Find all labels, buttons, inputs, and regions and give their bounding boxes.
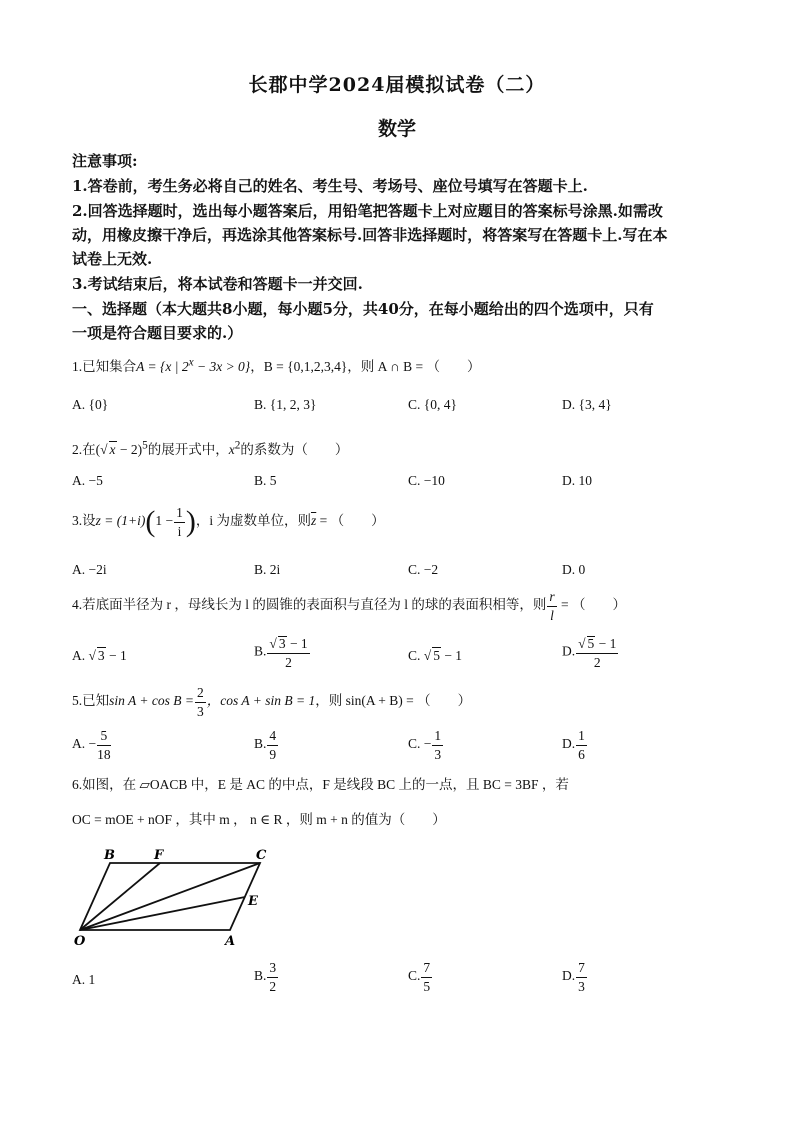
q1-option-b: B. {1, 2, 3} xyxy=(254,397,317,412)
section1-heading-line-2: 一项是符合题目要求的.） xyxy=(72,324,243,342)
q6-option-d-fraction xyxy=(576,961,587,993)
question-6-line-1: 6.如图，在 ▱OACB 中，E 是 AC 的中点，F 是线段 BC 上的一点，且 BC = 3BF ，若 xyxy=(72,777,569,792)
q5-option-b-label: B. xyxy=(254,736,267,752)
q2-term-exponent: 2 xyxy=(234,439,241,452)
q5-eq1-den: 3 xyxy=(196,703,204,719)
q5-tail: ，则 sin(A + B) = （ ） xyxy=(315,693,472,709)
q2-option-c: C. −10 xyxy=(408,473,445,488)
q1-option-c: C. {0, 4} xyxy=(408,397,457,412)
q1-tail: ，则 A ∩ B = （ ） xyxy=(347,359,481,374)
q6-option-c-fraction xyxy=(421,961,432,993)
q4-option-d-fraction: $\frac{√ 5 - 1}{2}$ xyxy=(578,636,617,670)
q6-option-c xyxy=(408,961,433,993)
q6-option-c-num: 7 xyxy=(421,961,432,978)
q5-eq1-num: 2 xyxy=(195,686,206,703)
q1-set-b: ，B = {0,1,2,3,4} xyxy=(250,359,348,374)
q5-option-c-label: C. − xyxy=(408,736,432,752)
q1-prefix: 1.已知集合 xyxy=(72,359,137,374)
q4-option-c-label: C. xyxy=(408,648,421,663)
question-1 xyxy=(72,355,481,375)
q1-option-d: D. {3, 4} xyxy=(562,397,612,412)
q5-eq1-fraction xyxy=(195,686,206,718)
q5-eq1-left: sin A + cos B = xyxy=(109,693,194,709)
q1-set-a-rest: − 3x > 0} xyxy=(193,359,251,374)
q6-option-c-label: C. xyxy=(408,968,421,984)
q4-option-b-fraction: $\frac{√ 3 - 1}{2}$ xyxy=(269,636,308,670)
parallelogram-figure xyxy=(70,845,280,950)
q4-frac-num: r xyxy=(549,589,555,604)
q4-option-c: C. √ 5 − 1 xyxy=(408,648,463,663)
q3-tail: ，i 为虚数单位，则 xyxy=(195,513,311,529)
q1-set-a-exponent: x xyxy=(188,356,194,369)
notice-item-2-line-1: 2.回答选择题时，选出每小题答案后，用铅笔把答题卡上对应题目的答案标号涂黑.如需改 xyxy=(72,202,663,220)
notice-item-1: 1.答卷前，考生务必将自己的姓名、考生号、考场号、座位号填写在答题卡上. xyxy=(72,177,588,195)
notice-item-2-line-3: 试卷上无效. xyxy=(72,250,153,268)
q4-option-a-radicand: 3 xyxy=(97,648,105,663)
q3-tail-2: = （ ） xyxy=(316,513,385,529)
segment-oc xyxy=(80,863,260,930)
q5-option-b-fraction xyxy=(267,729,278,761)
label-b: B xyxy=(104,848,115,863)
notice-item-3: 3.考试结束后，将本试卷和答题卡一并交回. xyxy=(72,275,363,293)
q2-paren-close: − 2) xyxy=(116,442,143,457)
q3-frac-num: 1 xyxy=(174,506,185,523)
q4-option-b xyxy=(254,636,311,669)
q5-option-d-num: 1 xyxy=(576,729,587,746)
q2-prefix: 2.在 xyxy=(72,442,96,457)
q2-exponent: 5 xyxy=(142,439,148,452)
q5-option-d xyxy=(562,729,588,761)
q5-option-a xyxy=(72,729,112,761)
notice-heading: 注意事项: xyxy=(72,152,138,170)
label-a: A xyxy=(225,934,236,949)
q6-option-a: A. 1 xyxy=(72,972,96,987)
q5-option-d-label: D. xyxy=(562,736,576,752)
q5-option-b-num: 4 xyxy=(267,729,278,746)
q4-option-b-label: B. xyxy=(254,643,267,659)
q3-option-a: A. −2i xyxy=(72,562,107,577)
q4-option-d-label: D. xyxy=(562,643,576,659)
q4-tail: = （ ） xyxy=(557,597,627,613)
q2-term: x xyxy=(228,442,235,457)
q2-radicand: x xyxy=(109,442,116,457)
q6-option-b-num: 3 xyxy=(267,961,278,978)
q5-option-c-fraction xyxy=(432,729,443,761)
q4-option-d-radicand: 5 xyxy=(587,636,595,651)
q1-option-a: A. {0} xyxy=(72,397,109,412)
q5-prefix: 5.已知 xyxy=(72,693,110,709)
q4-fraction xyxy=(547,590,556,622)
q2-option-d: D. 10 xyxy=(562,473,592,488)
exam-subject: 数学 xyxy=(377,118,416,140)
label-c: C xyxy=(256,848,267,863)
exam-title: 长郡中学2024届模拟试卷（二） xyxy=(248,74,546,96)
q5-option-a-label: A. − xyxy=(72,736,97,752)
question-6-line-2: OC = mOE + nOF ，其中 m ， n ∈ R ，则 m + n 的值为（ ） xyxy=(72,812,446,827)
q4-option-b-num-rest: − 1 xyxy=(286,636,308,651)
q3-inner-left: 1 − xyxy=(155,513,174,529)
q6-option-b xyxy=(254,961,279,993)
q4-option-d-num-rest: − 1 xyxy=(595,636,617,651)
q4-option-b-den: 2 xyxy=(285,654,292,670)
q3-option-b: B. 2i xyxy=(254,562,281,577)
q2-option-a: A. −5 xyxy=(72,473,103,488)
q5-option-b-den: 9 xyxy=(269,746,277,762)
question-3 xyxy=(72,506,385,538)
question-2: 2.在(√ x − 2)$^5$的展开式中，$x^2$的系数为（ ） xyxy=(72,439,349,457)
label-e: E xyxy=(248,894,258,909)
q2-tail: 的系数为（ ） xyxy=(240,442,349,457)
q6-option-d xyxy=(562,961,588,993)
q4-option-a: A. √ 3 − 1 xyxy=(72,648,127,663)
q5-option-b xyxy=(254,729,279,761)
q6-option-d-num: 7 xyxy=(576,961,587,978)
label-o: O xyxy=(74,934,86,949)
q2-option-b: B. 5 xyxy=(254,473,277,488)
notice-item-2-line-2: 动，用橡皮擦干净后，再选涂其他答案标号.回答非选择题时，将答案写在答题卡上.写在本 xyxy=(72,226,668,244)
q4-option-a-label: A. xyxy=(72,648,86,663)
q5-option-a-fraction xyxy=(97,729,111,761)
question-4 xyxy=(72,590,626,622)
q6-option-d-den: 3 xyxy=(578,978,585,994)
segment-of xyxy=(80,863,160,930)
q3-prefix: 3.设 xyxy=(72,513,96,529)
q4-text: 4.若底面半径为 r ，母线长为 l 的圆锥的表面积与直径为 l 的球的表面积相等，则 xyxy=(72,597,547,613)
q6-option-b-label: B. xyxy=(254,968,267,984)
q2-mid: 的展开式中， xyxy=(147,442,229,457)
q4-option-b-radicand: 3 xyxy=(278,636,286,651)
q1-set-a: A = {x | 2 xyxy=(136,359,189,374)
q5-option-a-den: 18 xyxy=(97,746,111,762)
q3-z-bar: $\overline{z}$ xyxy=(310,513,317,529)
q5-option-c-den: 3 xyxy=(434,746,442,762)
q2-paren-open: ( xyxy=(95,442,101,457)
q3-frac-den: i xyxy=(177,523,182,539)
q4-option-a-rest: − 1 xyxy=(105,648,127,663)
section1-heading-line-1: 一、选择题（本大题共8小题，每小题5分，共40分，在每小题给出的四个选项中，只有 xyxy=(72,300,654,318)
segment-oe xyxy=(80,897,245,930)
q5-option-d-den: 6 xyxy=(578,746,585,762)
q4-option-d xyxy=(562,636,619,669)
q4-option-c-radicand: 5 xyxy=(433,648,440,663)
q3-option-c: C. −2 xyxy=(408,562,439,577)
q3-fraction xyxy=(174,506,185,538)
question-5 xyxy=(72,686,471,718)
q6-option-b-den: 2 xyxy=(269,978,277,994)
q5-option-d-fraction xyxy=(576,729,587,761)
q5-option-a-num: 5 xyxy=(97,729,111,746)
q5-eq2: ，cos A + sin B = 1 xyxy=(206,693,316,709)
q6-option-d-label: D. xyxy=(562,968,576,984)
q4-option-d-den: 2 xyxy=(593,654,601,670)
q6-option-b-fraction xyxy=(267,961,278,993)
q5-option-c xyxy=(408,729,444,761)
q3-right-paren: ) xyxy=(185,505,196,538)
q5-option-c-num: 1 xyxy=(432,729,443,746)
label-f: F xyxy=(154,848,164,863)
q3-expr: z = (1+i) xyxy=(95,513,146,529)
q4-option-c-rest: − 1 xyxy=(440,648,463,663)
q3-left-paren: ( xyxy=(145,505,156,538)
q3-option-d: D. 0 xyxy=(562,562,586,577)
q4-frac-den: l xyxy=(550,607,554,623)
q6-option-c-den: 5 xyxy=(423,978,431,994)
